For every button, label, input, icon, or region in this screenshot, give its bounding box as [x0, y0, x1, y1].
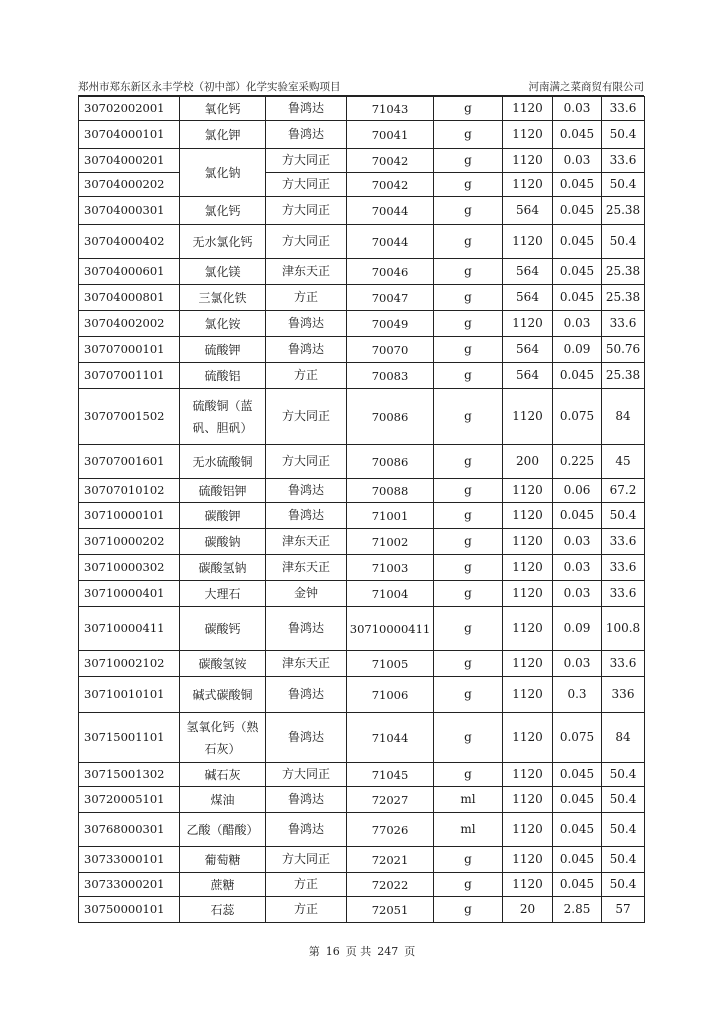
total-cell: 25.38	[602, 259, 645, 285]
item-name-cell: 氢氧化钙（熟石灰）	[180, 713, 266, 763]
total-cell: 33.6	[602, 555, 645, 581]
catalog-number-cell: 70046	[347, 259, 434, 285]
company-name: 河南满之菜商贸有限公司	[528, 81, 644, 93]
footer-prefix: 第	[308, 945, 320, 958]
item-name-cell: 蔗糖	[180, 873, 266, 897]
footer-mid: 页 共	[345, 945, 372, 958]
quantity-cell: 1120	[503, 847, 553, 873]
page-number: 16	[325, 945, 340, 958]
item-name-cell: 碳酸氢铵	[180, 651, 266, 677]
catalog-number-cell: 71004	[347, 581, 434, 607]
item-code-cell: 30707001502	[79, 389, 180, 445]
catalog-number-cell: 71001	[347, 503, 434, 529]
unit-price-cell: 0.045	[553, 259, 602, 285]
total-cell: 50.4	[602, 173, 645, 197]
item-name-cell: 氯化铵	[180, 311, 266, 337]
brand-cell: 方大同正	[266, 847, 347, 873]
brand-cell: 方大同正	[266, 389, 347, 445]
unit-cell: g	[434, 121, 503, 149]
table-row	[79, 389, 645, 445]
catalog-number-cell: 72051	[347, 897, 434, 923]
catalog-number-cell: 70083	[347, 363, 434, 389]
brand-cell: 方正	[266, 285, 347, 311]
unit-cell: g	[434, 873, 503, 897]
total-cell: 336	[602, 677, 645, 713]
total-cell: 50.4	[602, 873, 645, 897]
unit-price-cell: 0.045	[553, 503, 602, 529]
item-name-cell: 氯化钾	[180, 121, 266, 149]
table-row	[79, 677, 645, 713]
total-cell: 25.38	[602, 197, 645, 225]
quantity-cell: 564	[503, 197, 553, 225]
brand-cell: 方正	[266, 897, 347, 923]
catalog-number-cell: 70088	[347, 479, 434, 503]
item-code-cell: 30707010102	[79, 479, 180, 503]
unit-cell: g	[434, 713, 503, 763]
unit-price-cell: 0.045	[553, 763, 602, 787]
table-row	[79, 337, 645, 363]
item-name-cell: 碱式碳酸铜	[180, 677, 266, 713]
catalog-number-cell: 70041	[347, 121, 434, 149]
brand-cell: 鲁鸿达	[266, 311, 347, 337]
table-row	[79, 529, 645, 555]
item-name-cell: 大理石	[180, 581, 266, 607]
unit-price-cell: 0.03	[553, 149, 602, 173]
total-cell: 84	[602, 713, 645, 763]
total-cell: 33.6	[602, 651, 645, 677]
unit-cell: g	[434, 607, 503, 651]
quantity-cell: 1120	[503, 787, 553, 813]
item-code-cell: 30704000601	[79, 259, 180, 285]
catalog-number-cell: 71002	[347, 529, 434, 555]
item-code-cell: 30704000201	[79, 149, 180, 173]
unit-price-cell: 0.03	[553, 97, 602, 121]
brand-cell: 方大同正	[266, 197, 347, 225]
table-row	[79, 555, 645, 581]
unit-cell: g	[434, 581, 503, 607]
quantity-cell: 564	[503, 285, 553, 311]
item-code-cell: 30768000301	[79, 813, 180, 847]
total-cell: 45	[602, 445, 645, 479]
table-row	[79, 787, 645, 813]
quantity-cell: 1120	[503, 677, 553, 713]
page-header	[78, 79, 644, 95]
table-row	[79, 897, 645, 923]
catalog-number-cell: 70049	[347, 311, 434, 337]
total-cell: 33.6	[602, 581, 645, 607]
catalog-number-cell: 71003	[347, 555, 434, 581]
quantity-cell: 1120	[503, 651, 553, 677]
brand-cell: 鲁鸿达	[266, 337, 347, 363]
unit-price-cell: 0.045	[553, 225, 602, 259]
quantity-cell: 1120	[503, 173, 553, 197]
item-name-cell: 无水硫酸铜	[180, 445, 266, 479]
quantity-cell: 1120	[503, 873, 553, 897]
item-name-cell: 硫酸钾	[180, 337, 266, 363]
total-cell: 50.4	[602, 813, 645, 847]
unit-cell: g	[434, 677, 503, 713]
unit-cell: ml	[434, 813, 503, 847]
table-row	[79, 813, 645, 847]
table-row	[79, 97, 645, 121]
total-cell: 33.6	[602, 311, 645, 337]
unit-cell: g	[434, 311, 503, 337]
item-code-cell: 30704000402	[79, 225, 180, 259]
brand-cell: 鲁鸿达	[266, 713, 347, 763]
item-code-cell: 30710002102	[79, 651, 180, 677]
item-code-cell: 30733000201	[79, 873, 180, 897]
unit-cell: g	[434, 555, 503, 581]
item-code-cell: 30704000301	[79, 197, 180, 225]
total-pages: 247	[377, 945, 399, 958]
total-cell: 57	[602, 897, 645, 923]
unit-cell: g	[434, 479, 503, 503]
item-code-cell: 30733000101	[79, 847, 180, 873]
unit-price-cell: 0.09	[553, 607, 602, 651]
unit-price-cell: 0.3	[553, 677, 602, 713]
brand-cell: 方正	[266, 873, 347, 897]
catalog-number-cell: 71005	[347, 651, 434, 677]
item-name-cell: 三氯化铁	[180, 285, 266, 311]
quantity-cell: 1120	[503, 581, 553, 607]
item-code-cell: 30715001101	[79, 713, 180, 763]
brand-cell: 方正	[266, 363, 347, 389]
total-cell: 25.38	[602, 285, 645, 311]
product-table	[78, 96, 645, 923]
item-code-cell: 30707000101	[79, 337, 180, 363]
item-name-cell: 石蕊	[180, 897, 266, 923]
item-name-cell: 氯化钙	[180, 197, 266, 225]
catalog-number-cell: 70042	[347, 149, 434, 173]
item-name-cell: 硫酸铝	[180, 363, 266, 389]
table-row	[79, 763, 645, 787]
item-name-cell: 碳酸钙	[180, 607, 266, 651]
total-cell: 50.4	[602, 847, 645, 873]
brand-cell: 鲁鸿达	[266, 479, 347, 503]
total-cell: 50.4	[602, 225, 645, 259]
brand-cell: 鲁鸿达	[266, 97, 347, 121]
unit-price-cell: 0.03	[553, 651, 602, 677]
item-code-cell: 30704000101	[79, 121, 180, 149]
quantity-cell: 1120	[503, 311, 553, 337]
unit-price-cell: 0.09	[553, 337, 602, 363]
table-row	[79, 581, 645, 607]
quantity-cell: 564	[503, 363, 553, 389]
brand-cell: 鲁鸿达	[266, 787, 347, 813]
unit-price-cell: 0.045	[553, 173, 602, 197]
project-title: 郑州市郑东新区永丰学校（初中部）化学实验室采购项目	[78, 81, 341, 93]
item-code-cell: 30710000202	[79, 529, 180, 555]
total-cell: 50.4	[602, 503, 645, 529]
table-row	[79, 197, 645, 225]
table-body	[79, 97, 645, 923]
catalog-number-cell: 71006	[347, 677, 434, 713]
unit-cell: g	[434, 337, 503, 363]
brand-cell: 津东天正	[266, 555, 347, 581]
total-cell: 33.6	[602, 529, 645, 555]
table-row	[79, 121, 645, 149]
unit-cell: g	[434, 529, 503, 555]
catalog-number-cell: 72021	[347, 847, 434, 873]
unit-cell: g	[434, 363, 503, 389]
brand-cell: 方大同正	[266, 225, 347, 259]
catalog-number-cell: 72022	[347, 873, 434, 897]
item-name-cell: 乙酸（醋酸）	[180, 813, 266, 847]
quantity-cell: 1120	[503, 713, 553, 763]
item-name-cell: 葡萄糖	[180, 847, 266, 873]
brand-cell: 鲁鸿达	[266, 121, 347, 149]
unit-cell: g	[434, 259, 503, 285]
item-name-cell: 硫酸铝钾	[180, 479, 266, 503]
item-code-cell: 30707001601	[79, 445, 180, 479]
total-cell: 33.6	[602, 97, 645, 121]
unit-cell: ml	[434, 787, 503, 813]
item-code-cell: 30704002002	[79, 311, 180, 337]
unit-cell: g	[434, 445, 503, 479]
item-name-cell: 无水氯化钙	[180, 225, 266, 259]
item-name-cell: 碳酸氢钠	[180, 555, 266, 581]
brand-cell: 方大同正	[266, 173, 347, 197]
unit-price-cell: 0.06	[553, 479, 602, 503]
total-cell: 25.38	[602, 363, 645, 389]
unit-cell: g	[434, 97, 503, 121]
footer-suffix: 页	[404, 945, 416, 958]
brand-cell: 鲁鸿达	[266, 607, 347, 651]
unit-price-cell: 0.03	[553, 555, 602, 581]
unit-cell: g	[434, 149, 503, 173]
table-row	[79, 311, 645, 337]
total-cell: 50.4	[602, 121, 645, 149]
total-cell: 100.8	[602, 607, 645, 651]
page-footer	[0, 943, 724, 959]
table-row	[79, 713, 645, 763]
table-row	[79, 445, 645, 479]
unit-cell: g	[434, 173, 503, 197]
catalog-number-cell: 30710000411	[347, 607, 434, 651]
total-cell: 33.6	[602, 149, 645, 173]
table-row	[79, 225, 645, 259]
item-code-cell: 30710000101	[79, 503, 180, 529]
quantity-cell: 1120	[503, 389, 553, 445]
unit-price-cell: 0.045	[553, 121, 602, 149]
unit-price-cell: 0.075	[553, 389, 602, 445]
catalog-number-cell: 70086	[347, 445, 434, 479]
total-cell: 50.76	[602, 337, 645, 363]
item-name-cell: 氯化钠	[180, 149, 266, 197]
item-name-cell: 硫酸铜（蓝矾、胆矾）	[180, 389, 266, 445]
unit-price-cell: 0.045	[553, 197, 602, 225]
table-row	[79, 651, 645, 677]
item-code-cell: 30704000202	[79, 173, 180, 197]
catalog-number-cell: 70044	[347, 225, 434, 259]
catalog-number-cell: 72027	[347, 787, 434, 813]
brand-cell: 津东天正	[266, 529, 347, 555]
unit-price-cell: 0.045	[553, 787, 602, 813]
quantity-cell: 564	[503, 259, 553, 285]
table-row	[79, 149, 645, 173]
item-code-cell: 30720005101	[79, 787, 180, 813]
item-name-cell: 碱石灰	[180, 763, 266, 787]
unit-cell: g	[434, 897, 503, 923]
quantity-cell: 564	[503, 337, 553, 363]
unit-cell: g	[434, 197, 503, 225]
quantity-cell: 1120	[503, 555, 553, 581]
brand-cell: 鲁鸿达	[266, 813, 347, 847]
item-code-cell: 30710010101	[79, 677, 180, 713]
quantity-cell: 1120	[503, 607, 553, 651]
catalog-number-cell: 71045	[347, 763, 434, 787]
quantity-cell: 1120	[503, 225, 553, 259]
catalog-number-cell: 70047	[347, 285, 434, 311]
table-row	[79, 503, 645, 529]
unit-price-cell: 0.03	[553, 529, 602, 555]
total-cell: 50.4	[602, 763, 645, 787]
brand-cell: 津东天正	[266, 259, 347, 285]
unit-price-cell: 0.03	[553, 311, 602, 337]
unit-price-cell: 0.045	[553, 873, 602, 897]
unit-price-cell: 0.045	[553, 363, 602, 389]
quantity-cell: 1120	[503, 149, 553, 173]
quantity-cell: 1120	[503, 97, 553, 121]
item-name-cell: 煤油	[180, 787, 266, 813]
table-row	[79, 173, 645, 197]
item-code-cell: 30704000801	[79, 285, 180, 311]
total-cell: 84	[602, 389, 645, 445]
catalog-number-cell: 71044	[347, 713, 434, 763]
table-row	[79, 847, 645, 873]
table-row	[79, 873, 645, 897]
quantity-cell: 1120	[503, 121, 553, 149]
item-name-cell: 氯化镁	[180, 259, 266, 285]
item-name-cell: 碳酸钾	[180, 503, 266, 529]
quantity-cell: 200	[503, 445, 553, 479]
brand-cell: 鲁鸿达	[266, 503, 347, 529]
quantity-cell: 1120	[503, 529, 553, 555]
total-cell: 50.4	[602, 787, 645, 813]
quantity-cell: 1120	[503, 813, 553, 847]
quantity-cell: 1120	[503, 763, 553, 787]
table-row	[79, 259, 645, 285]
table-row	[79, 363, 645, 389]
item-code-cell: 30702002001	[79, 97, 180, 121]
item-code-cell: 30715001302	[79, 763, 180, 787]
unit-price-cell: 0.075	[553, 713, 602, 763]
table-row	[79, 479, 645, 503]
brand-cell: 津东天正	[266, 651, 347, 677]
unit-cell: g	[434, 763, 503, 787]
unit-price-cell: 0.225	[553, 445, 602, 479]
unit-cell: g	[434, 225, 503, 259]
unit-price-cell: 0.03	[553, 581, 602, 607]
brand-cell: 方大同正	[266, 445, 347, 479]
unit-price-cell: 0.045	[553, 813, 602, 847]
catalog-number-cell: 70086	[347, 389, 434, 445]
item-code-cell: 30710000411	[79, 607, 180, 651]
brand-cell: 方大同正	[266, 149, 347, 173]
quantity-cell: 1120	[503, 503, 553, 529]
item-code-cell: 30710000401	[79, 581, 180, 607]
catalog-number-cell: 70044	[347, 197, 434, 225]
unit-cell: g	[434, 847, 503, 873]
table-row	[79, 285, 645, 311]
total-cell: 67.2	[602, 479, 645, 503]
quantity-cell: 1120	[503, 479, 553, 503]
unit-cell: g	[434, 389, 503, 445]
brand-cell: 鲁鸿达	[266, 677, 347, 713]
unit-price-cell: 0.045	[553, 847, 602, 873]
item-code-cell: 30710000302	[79, 555, 180, 581]
unit-cell: g	[434, 651, 503, 677]
unit-cell: g	[434, 285, 503, 311]
brand-cell: 金钟	[266, 581, 347, 607]
quantity-cell: 20	[503, 897, 553, 923]
item-name-cell: 碳酸钠	[180, 529, 266, 555]
unit-price-cell: 0.045	[553, 285, 602, 311]
item-code-cell: 30707001101	[79, 363, 180, 389]
unit-price-cell: 2.85	[553, 897, 602, 923]
catalog-number-cell: 71043	[347, 97, 434, 121]
unit-cell: g	[434, 503, 503, 529]
catalog-number-cell: 70042	[347, 173, 434, 197]
item-name-cell: 氧化钙	[180, 97, 266, 121]
catalog-number-cell: 77026	[347, 813, 434, 847]
table-row	[79, 607, 645, 651]
catalog-number-cell: 70070	[347, 337, 434, 363]
brand-cell: 方大同正	[266, 763, 347, 787]
item-code-cell: 30750000101	[79, 897, 180, 923]
